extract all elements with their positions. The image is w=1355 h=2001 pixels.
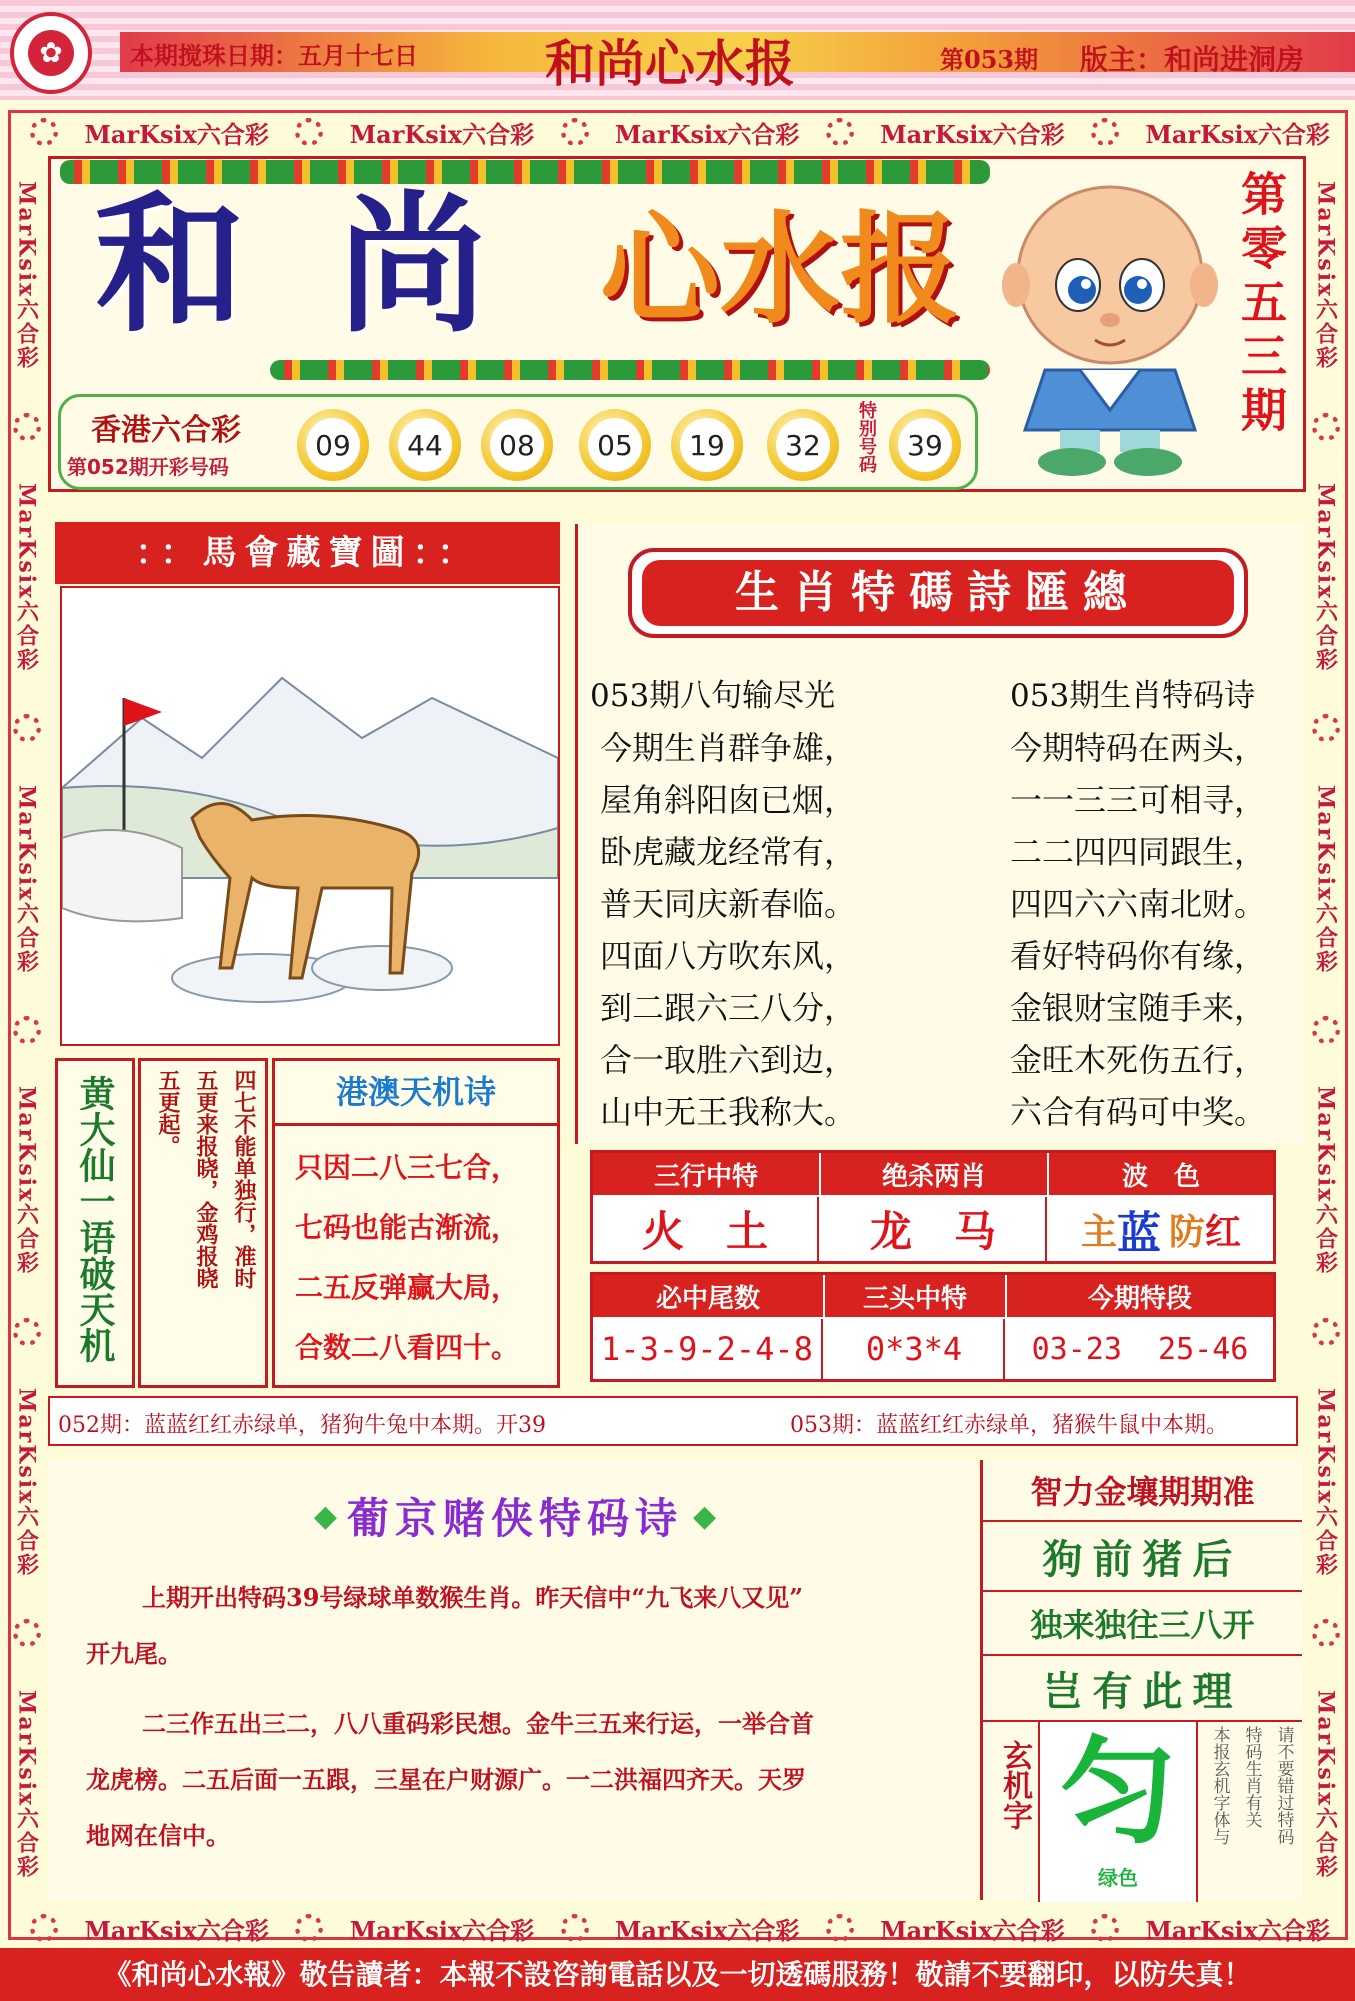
xuanji-note-col: 特码生肖有关 xyxy=(1241,1726,1262,1828)
flower-icon xyxy=(1312,1016,1340,1044)
flower-icon xyxy=(1312,1318,1340,1346)
table-value: 0*3*4 xyxy=(825,1319,1005,1379)
flower-icon xyxy=(295,118,323,146)
results-strip xyxy=(58,394,978,490)
table-value: 火 土 xyxy=(593,1197,819,1261)
poem-line: 四四六六南北财。 xyxy=(1010,885,1267,923)
flower-icon xyxy=(13,1016,41,1044)
brand-row-bottom xyxy=(20,1910,1340,1946)
brand-text: MarKsix六合彩 xyxy=(13,1689,40,1879)
wave-guard-label: 防 xyxy=(1168,1210,1205,1253)
table-header: 绝杀两肖 xyxy=(821,1153,1047,1195)
results-lottery-name: 香港六合彩 xyxy=(91,413,241,448)
flower-icon xyxy=(30,118,58,146)
xuanji-note-col: 本报玄机字体与 xyxy=(1209,1726,1230,1845)
xuanji-note-col: 请不要错过特码 xyxy=(1273,1726,1294,1845)
gambler-poem-line: 开九尾。 xyxy=(86,1639,182,1668)
result-ball: 32 xyxy=(767,409,839,481)
masthead-title-he-shang: 和 尚 xyxy=(95,177,508,353)
flower-icon xyxy=(1312,413,1340,441)
tianji-poem-line: 只因二八三七合， xyxy=(295,1151,520,1184)
flower-icon xyxy=(13,1318,41,1346)
brand-text: MarKsix六合彩 xyxy=(880,119,1065,149)
brand-text: MarKsix六合彩 xyxy=(13,482,40,672)
flower-icon xyxy=(30,1914,58,1942)
draw-date: 本期搅珠日期：五月十七日 xyxy=(130,41,418,70)
table-header: 三头中特 xyxy=(825,1275,1005,1317)
table-value: 1-3-9-2-4-8 xyxy=(593,1319,823,1379)
poem-line: 金旺木死伤五行， xyxy=(1010,1041,1267,1079)
right-panel-line3: 独来独往三八开 xyxy=(983,1592,1302,1656)
zodiac-poem-title: 生肖特碼詩匯總 xyxy=(642,560,1234,626)
right-panel-line1: 智力金壤期期准 xyxy=(983,1460,1302,1522)
poem-line: 卧虎藏龙经常有， xyxy=(600,833,857,871)
poem-line: 今期生肖群争雄， xyxy=(600,729,857,767)
zodiac-poem-title-frame xyxy=(628,548,1248,638)
special-ball: 39 xyxy=(889,409,961,481)
flower-icon xyxy=(13,714,41,742)
issue-number: 第053期 xyxy=(940,45,1039,74)
tianji-poem-box xyxy=(272,1058,560,1388)
brand-text: MarKsix六合彩 xyxy=(1312,1689,1339,1879)
xuanji-note xyxy=(1204,1726,1300,1896)
poem-line: 今期特码在两头， xyxy=(1010,729,1267,767)
flower-garland-bottom xyxy=(270,360,990,380)
diamond-icon: ◆ xyxy=(313,1498,337,1534)
treasure-map-title: ：：馬會藏寶圖：： xyxy=(55,522,560,584)
issue-vertical: 第零五三期 xyxy=(1234,170,1288,440)
results-issue-label: 第052期开彩号码 xyxy=(67,455,229,479)
gambler-poem-line: 龙虎榜。二五后面一五跟，三星在户财源广。一二洪福四齐天。天罗 xyxy=(86,1765,806,1794)
flower-icon xyxy=(826,1914,854,1942)
tianji-poem-line: 合数二八看四十。 xyxy=(295,1331,520,1364)
flower-icon xyxy=(826,118,854,146)
brand-text: MarKsix六合彩 xyxy=(1312,1387,1339,1578)
flower-icon xyxy=(13,413,41,441)
diamond-icon: ◆ xyxy=(693,1498,717,1534)
huang-daxian-col2: 五更来报晓，金鸡报晓 xyxy=(193,1069,219,1289)
flower-icon xyxy=(1312,1619,1340,1647)
table-value: 龙 马 xyxy=(821,1197,1047,1261)
history-053: 053期：蓝蓝红红赤绿单，猪猴牛鼠中本期。 xyxy=(790,1413,1228,1438)
tianji-poem-line: 七码也能古渐流， xyxy=(295,1211,520,1244)
paper-title: 和尚心水报 xyxy=(545,34,795,93)
prediction-table-1 xyxy=(590,1150,1276,1264)
poem-line: 屋角斜阳囱已烟， xyxy=(600,781,857,819)
xuanji-char: 匀 xyxy=(1060,1724,1176,1860)
flower-icon xyxy=(561,1914,589,1942)
poem-line: 金银财宝随手来， xyxy=(1010,989,1267,1027)
treasure-map-image xyxy=(60,586,560,1046)
special-number-label: 特别号码 xyxy=(856,401,877,473)
brand-text: MarKsix六合彩 xyxy=(1145,119,1330,149)
gambler-poem-line: 上期开出特码39号绿球单数猴生肖。昨天信中“九飞来八又见” xyxy=(142,1583,804,1612)
flower-icon xyxy=(1091,118,1119,146)
gambler-poem-line: 二三作五出三二，八八重码彩民想。金牛三五来行运，一举合首 xyxy=(142,1709,814,1738)
poem-right-body xyxy=(1010,722,1266,1138)
poem-line: 六合有码可中奖。 xyxy=(1010,1093,1267,1131)
brand-text: MarKsix六合彩 xyxy=(84,1915,269,1945)
huang-daxian-col3: 四七不能单独行，准时 xyxy=(231,1069,257,1289)
flower-icon xyxy=(295,1914,323,1942)
xuanji-char-box xyxy=(1038,1722,1198,1902)
footer-notice: 《和尚心水報》敬告讀者：本報不設咨詢電話以及一切透碼服務！敬請不要翻印，以防失真！ xyxy=(0,1948,1355,2001)
monk-mascot-image xyxy=(1000,180,1220,480)
poem-line: 看好特码你有缘， xyxy=(1010,937,1267,975)
brand-text: MarKsix六合彩 xyxy=(880,1915,1065,1945)
brand-text: MarKsix六合彩 xyxy=(13,1387,40,1578)
result-ball: 19 xyxy=(671,409,743,481)
huang-daxian-title: 黄大仙一语破天机 xyxy=(74,1075,116,1363)
huang-daxian-col1: 五更起。 xyxy=(155,1069,181,1157)
right-panel-line2: 狗前猪后 xyxy=(983,1522,1302,1592)
xuanji-char-note: 绿色 xyxy=(1098,1866,1138,1890)
flower-icon xyxy=(1312,714,1340,742)
poem-line: 到二跟六三八分， xyxy=(600,989,857,1027)
brand-text: MarKsix六合彩 xyxy=(84,119,269,149)
poem-line: 二二四四同跟生， xyxy=(1010,833,1267,871)
wave-guard: 红 xyxy=(1205,1210,1242,1253)
gambler-poem-body xyxy=(86,1570,966,1864)
gambler-poem-line: 地网在信中。 xyxy=(86,1821,230,1850)
brand-text: MarKsix六合彩 xyxy=(614,1915,800,1945)
poem-line: 普天同庆新春临。 xyxy=(600,885,857,923)
tianji-poem-line: 二五反弹赢大局， xyxy=(295,1271,520,1304)
table-header: 波 色 xyxy=(1049,1153,1273,1195)
gambler-poem-header xyxy=(265,1486,765,1546)
huang-daxian-box xyxy=(55,1058,135,1388)
flower-icon xyxy=(1091,1914,1119,1942)
brand-text: MarKsix六合彩 xyxy=(13,181,40,371)
brand-text: MarKsix六合彩 xyxy=(1312,784,1339,974)
brand-row-top xyxy=(20,114,1340,150)
masthead-title-xinshuibao: 心水报 xyxy=(600,199,960,340)
huang-daxian-verse xyxy=(138,1058,268,1388)
table-header: 必中尾数 xyxy=(593,1275,823,1317)
poem-left-body xyxy=(600,722,856,1138)
top-header xyxy=(0,0,1355,100)
poem-line: 四面八方吹东风， xyxy=(600,937,857,975)
right-panel-line4: 岂有此理 xyxy=(983,1656,1302,1722)
poem-right-title: 053期生肖特码诗 xyxy=(1010,678,1256,714)
brand-text: MarKsix六合彩 xyxy=(13,1086,40,1276)
poem-line: 山中无王我称大。 xyxy=(600,1093,857,1131)
brand-column-right xyxy=(1310,160,1342,1900)
poem-line: 一一三三可相寻， xyxy=(1010,781,1267,819)
table-header: 今期特段 xyxy=(1007,1275,1273,1317)
brand-text: MarKsix六合彩 xyxy=(1145,1915,1330,1945)
brand-text: MarKsix六合彩 xyxy=(349,119,535,149)
brand-text: MarKsix六合彩 xyxy=(13,784,40,974)
brand-text: MarKsix六合彩 xyxy=(1312,181,1339,371)
xuanji-label: 玄机字 xyxy=(997,1740,1032,1830)
result-ball: 05 xyxy=(579,409,651,481)
table-header: 三行中特 xyxy=(593,1153,819,1195)
flower-icon xyxy=(561,118,589,146)
result-ball: 44 xyxy=(389,409,461,481)
gambler-poem-title: 葡京赌侠特码诗 xyxy=(346,1494,683,1543)
result-ball: 09 xyxy=(297,409,369,481)
history-line xyxy=(48,1396,1298,1446)
editor-label: 版主：和尚进洞房 xyxy=(1080,43,1305,76)
poem-line: 合一取胜六到边， xyxy=(600,1041,857,1079)
table-value: 03-23 25-46 xyxy=(1031,1331,1249,1367)
hk-emblem-icon: ✿ xyxy=(10,12,92,94)
wave-main: 蓝 xyxy=(1116,1208,1161,1259)
history-052: 052期：蓝蓝红红赤绿单，猪狗牛兔中本期。开39 xyxy=(58,1413,546,1438)
brand-text: MarKsix六合彩 xyxy=(1312,1086,1339,1276)
wave-color-cell xyxy=(1049,1197,1273,1261)
prediction-table-2 xyxy=(590,1272,1276,1382)
brand-text: MarKsix六合彩 xyxy=(1312,482,1339,672)
brand-column-left xyxy=(12,160,42,1900)
result-ball: 08 xyxy=(481,409,553,481)
tianji-poem-title: 港澳天机诗 xyxy=(275,1061,557,1126)
poem-left-title: 053期八句输尽光 xyxy=(590,678,836,714)
flower-icon xyxy=(13,1619,41,1647)
wave-main-label: 主 xyxy=(1080,1210,1117,1253)
brand-text: MarKsix六合彩 xyxy=(349,1915,535,1945)
brand-text: MarKsix六合彩 xyxy=(614,119,800,149)
